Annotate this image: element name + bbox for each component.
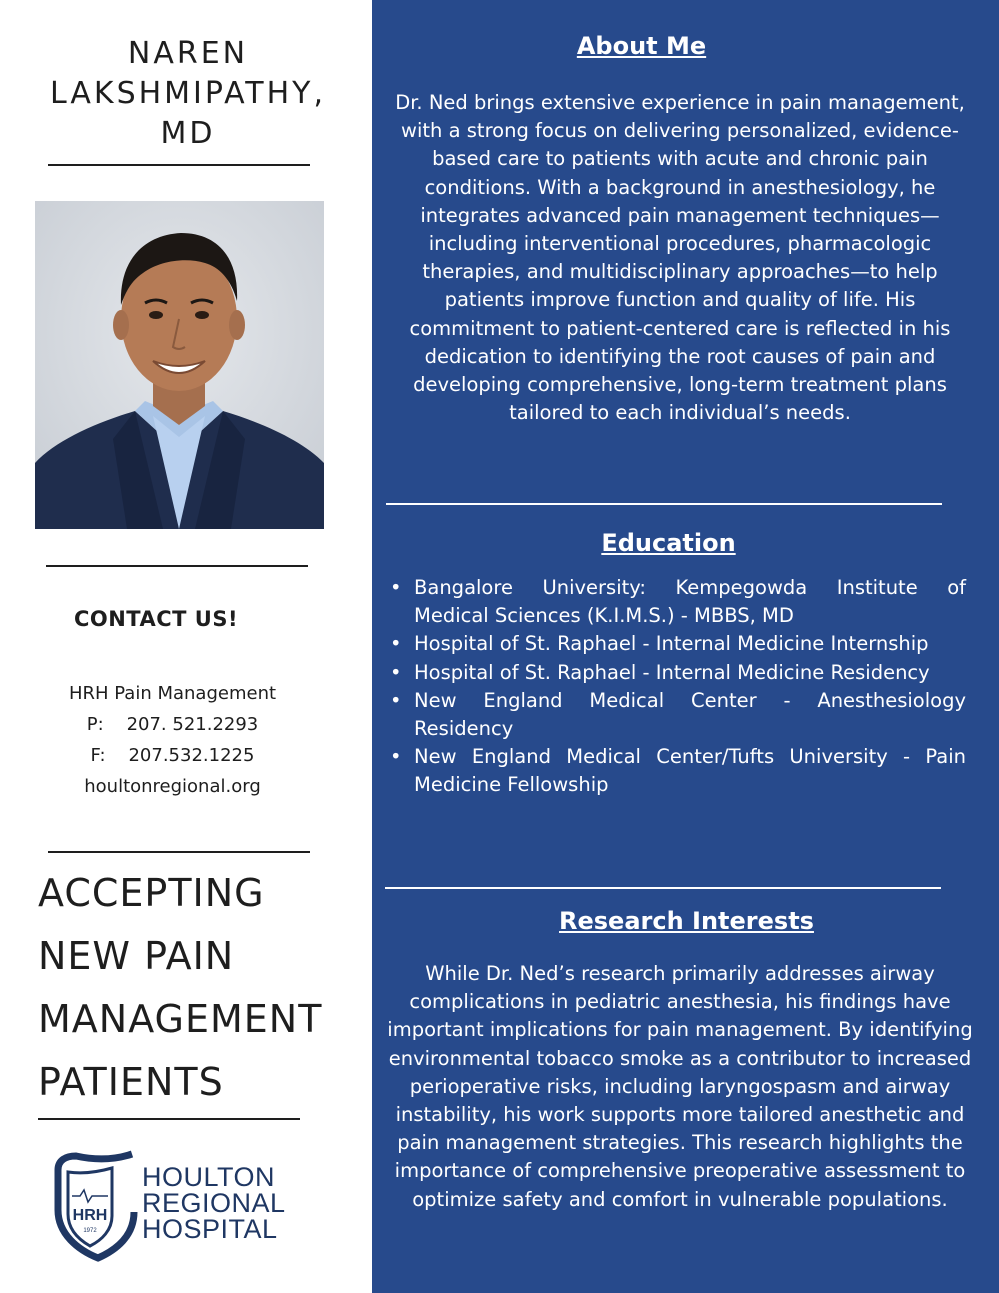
fax-number: 207.532.1225 <box>128 745 255 766</box>
contact-phone-row <box>20 709 325 740</box>
banner-line-2: NEW PAIN <box>38 934 235 978</box>
education-item-line: Medicine Fellowship <box>414 773 609 797</box>
logo-year: 1972 <box>83 1228 97 1234</box>
education-item-line: New England Medical Center - Anesthesiology <box>414 688 966 712</box>
divider <box>38 1118 300 1120</box>
logo-badge: HRH <box>72 1207 108 1224</box>
education-item-line: Bangalore University: Kempegowda Institute of <box>414 576 966 599</box>
phone-label: P: <box>86 714 104 735</box>
name-line-1: NAREN <box>127 36 249 71</box>
divider <box>48 851 310 853</box>
divider <box>385 887 941 889</box>
divider <box>48 164 310 166</box>
about-text: Dr. Ned brings extensive experience in pain management, with a strong focus on delivering personalized, evidence-based care to patients with acute and chronic pain conditions. With a background in anesthesiology, he integrates advanced pain management techniques—including interventional procedures, pharmacologic therapies, and multidisciplinary approaches—to help patients improve function and quality of life. His commitment to patient-centered care is reflected in his dedication to identifying the root causes of pain and developing comprehensive, long-term treatment plans tailored to each individual’s needs. <box>395 91 965 425</box>
research-title: Research Interests <box>559 907 814 935</box>
logo-line-3: HOSPITAL <box>142 1214 278 1244</box>
education-item <box>390 630 966 658</box>
website-link[interactable]: houltonregional.org <box>84 776 261 797</box>
banner-line-4: PATIENTS <box>38 1060 224 1104</box>
doctor-name <box>18 34 358 154</box>
research-text: While Dr. Ned’s research primarily addresses airway complications in pediatric anesthesia, his findings have important implications for pain management. By identifying environmental tobacco smoke as a contributor to increased perioperative risks, including laryngospasm and airway instability, his work supports more tailored anesthetic and pain management strategies. This research highlights the importance of comprehensive preoperative assessment to optimize safety and comfort in vulnerable populations. <box>387 962 973 1211</box>
doctor-photo <box>35 201 324 529</box>
contact-title: CONTACT US! <box>73 607 239 631</box>
education-item-line: Residency <box>414 717 514 741</box>
education-item-line: Hospital of St. Raphael - Internal Medicine Residency <box>414 660 930 684</box>
name-line-2: LAKSHMIPATHY, <box>49 76 327 111</box>
right-panel <box>372 0 999 1293</box>
divider <box>46 565 308 567</box>
portrait-illustration <box>35 201 324 529</box>
education-item <box>390 743 966 799</box>
education-item <box>390 687 966 743</box>
education-item-line: New England Medical Center/Tufts University - Pain <box>414 745 966 769</box>
education-title: Education <box>601 529 736 557</box>
left-column <box>0 0 372 1293</box>
hospital-logo <box>54 1150 284 1262</box>
logo-line-2: REGIONAL <box>142 1188 286 1218</box>
name-line-3: MD <box>160 116 216 151</box>
contact-fax-row <box>20 740 325 771</box>
contact-org: HRH Pain Management <box>68 683 277 704</box>
contact-details <box>20 678 325 802</box>
education-item-line: Hospital of St. Raphael - Internal Medicine Internship <box>414 632 929 656</box>
accepting-patients-banner <box>38 862 368 1114</box>
education-item <box>390 574 966 630</box>
education-list <box>390 574 966 800</box>
banner-line-3: MANAGEMENT <box>38 997 323 1041</box>
logo-wordmark <box>142 1164 286 1242</box>
about-title: About Me <box>576 32 707 60</box>
education-item <box>390 659 966 687</box>
education-item-line: Medical Sciences (K.I.M.S.) - MBBS, MD <box>414 604 794 628</box>
fax-label: F: <box>90 745 106 766</box>
banner-line-1: ACCEPTING <box>38 871 265 915</box>
divider <box>386 503 942 505</box>
phone-number[interactable]: 207. 521.2293 <box>126 714 259 735</box>
logo-line-1: HOULTON <box>142 1162 276 1192</box>
shield-icon <box>54 1150 140 1262</box>
